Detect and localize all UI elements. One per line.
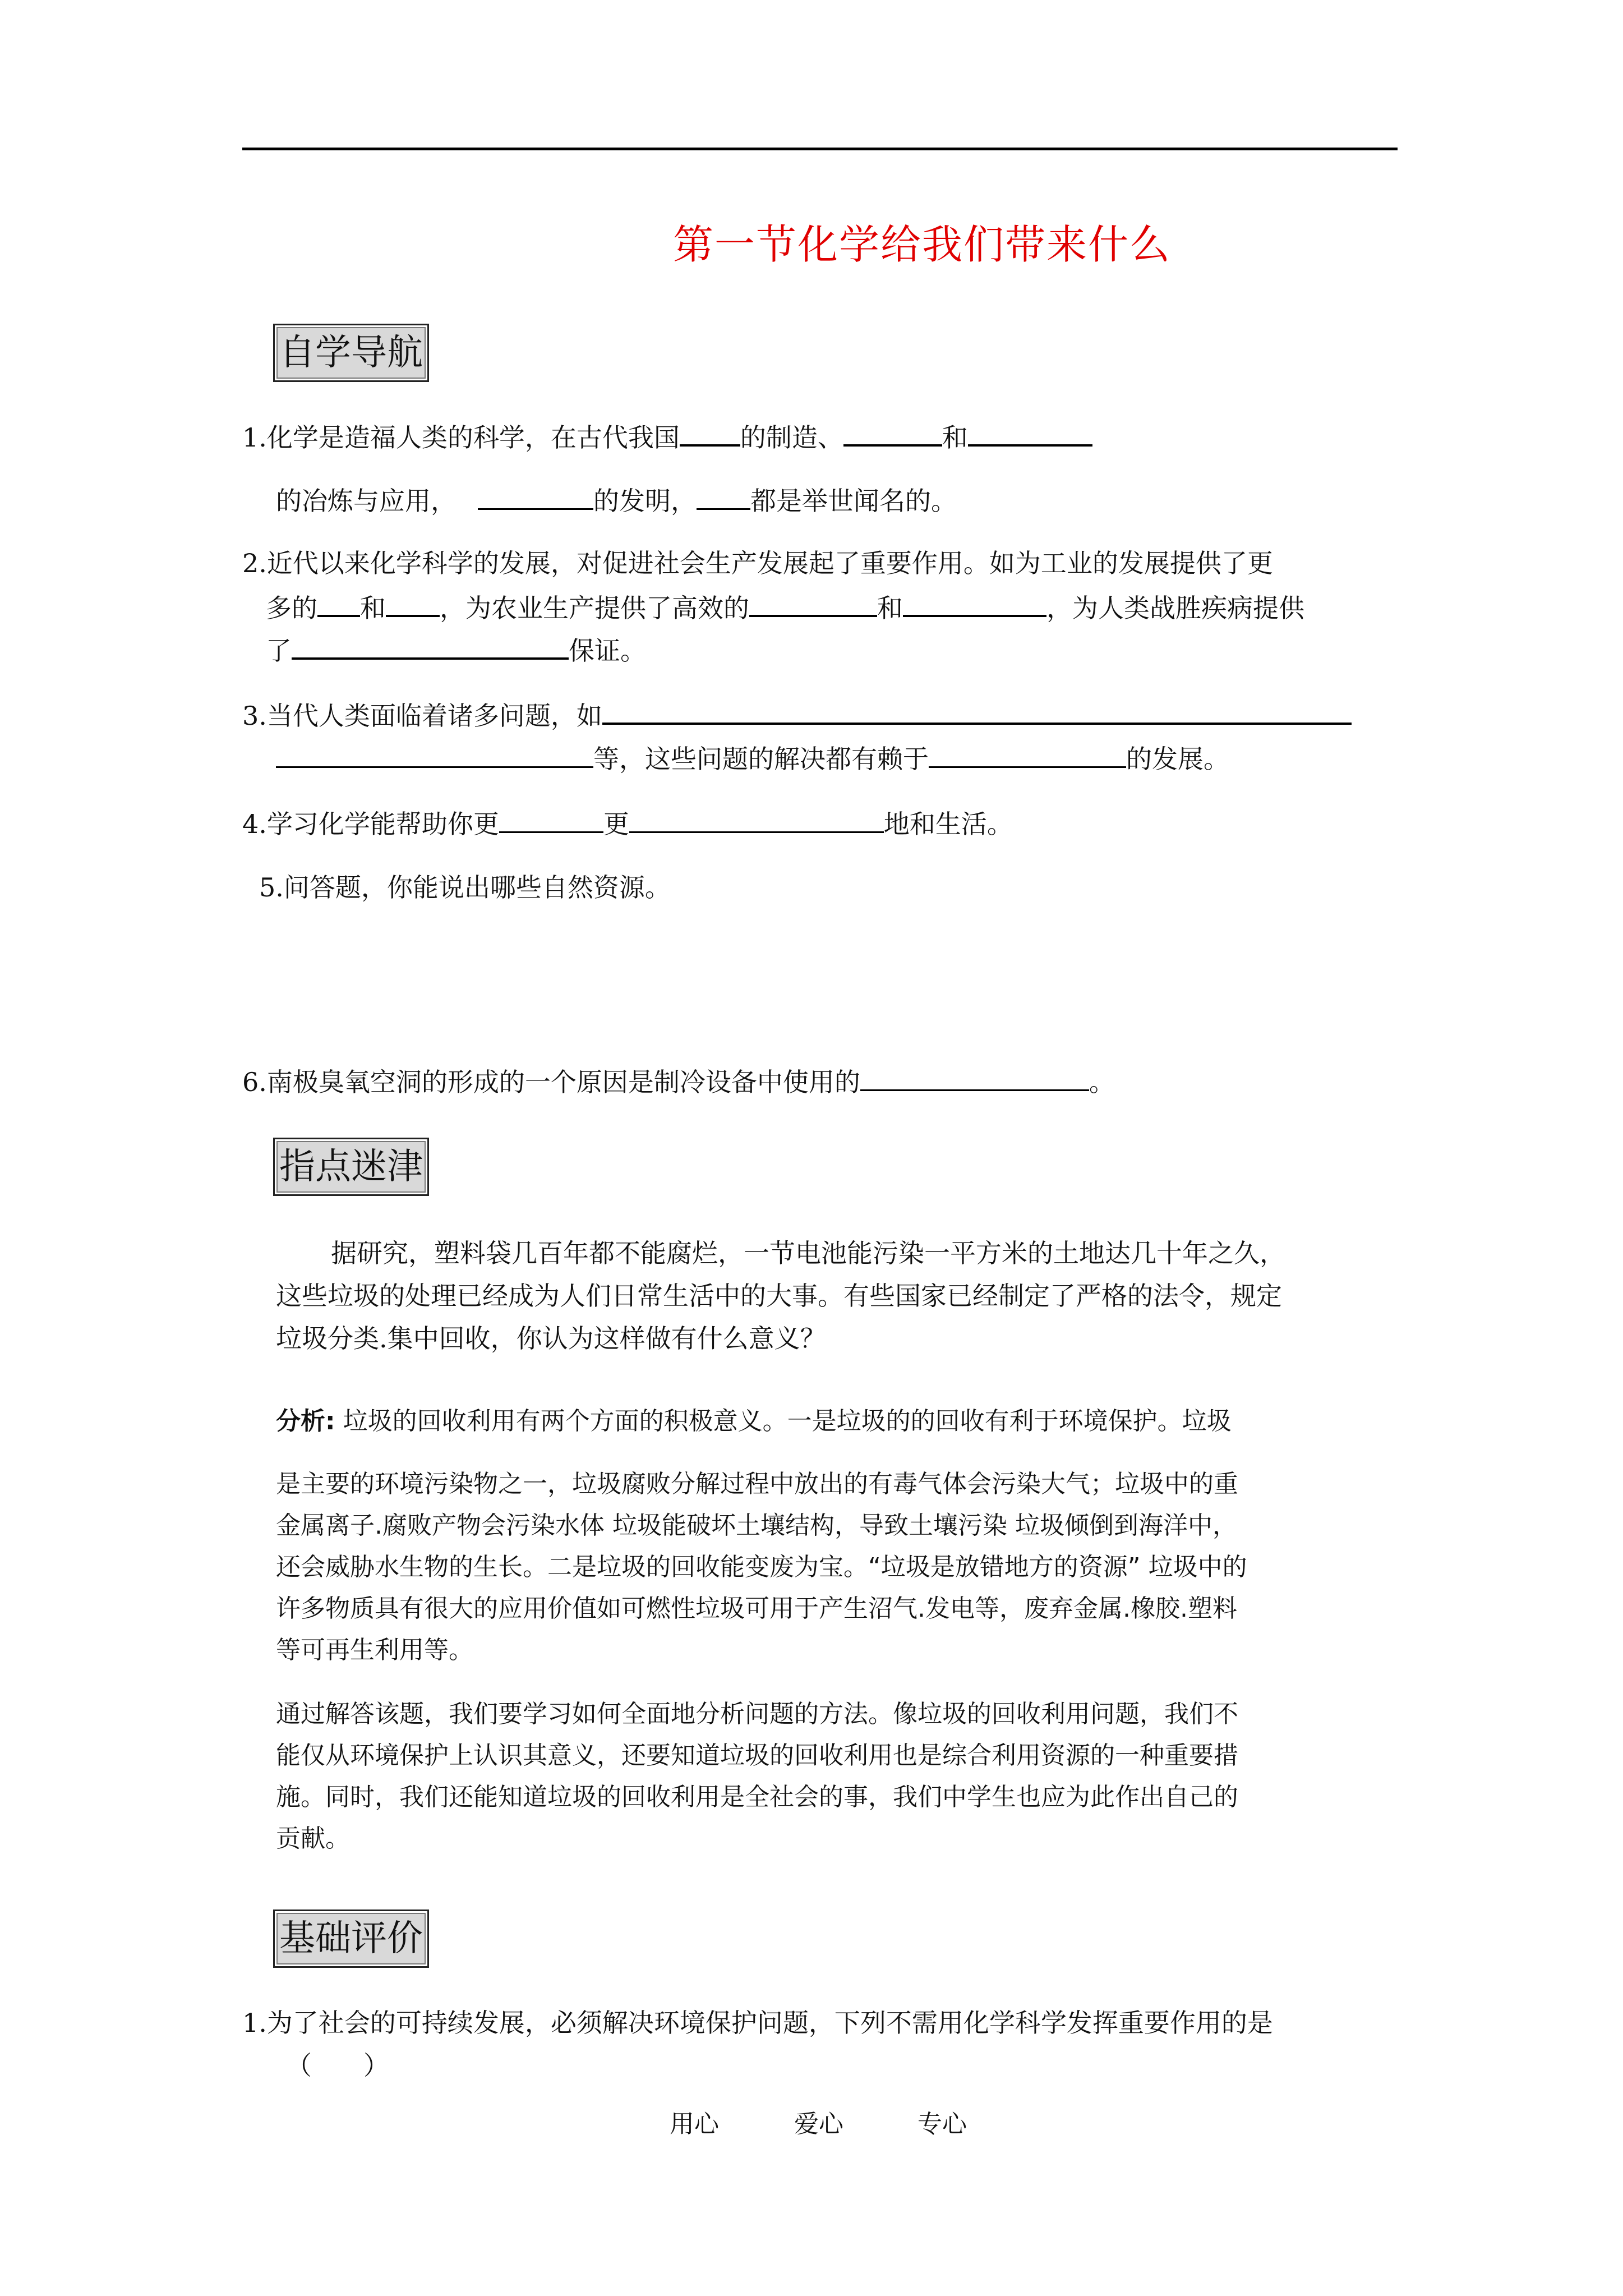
blank-field[interactable] — [602, 698, 1352, 725]
question-4-line — [242, 807, 1013, 840]
analysis-line-5: 许多物质具有很大的应用价值如可燃性垃圾可用于产生沼气.发电等，废弃金属.橡胶.塑料 — [276, 1594, 1237, 1623]
q6-text-b: 。 — [1089, 1067, 1115, 1097]
summary-line-1: 通过解答该题，我们要学习如何全面地分析问题的方法。像垃圾的回收利用问题，我们不 — [276, 1700, 1238, 1728]
q2-text-e: 和 — [877, 593, 903, 623]
section-heading-guidance: 指点迷津 — [273, 1138, 429, 1196]
q4-text-c: 地和生活。 — [883, 809, 1013, 839]
blank-field[interactable] — [929, 742, 1126, 768]
q1-text-c: 和 — [942, 422, 968, 453]
question-1-line-2 — [276, 484, 957, 517]
page-title: 第一节化学给我们带来什么 — [673, 221, 1172, 268]
blank-field[interactable] — [903, 590, 1046, 617]
analysis-text: 垃圾的回收利用有两个方面的积极意义。一是垃圾的的回收有利于环境保护。垃圾 — [343, 1407, 1232, 1435]
q3-text-a: 3.当代人类面临着诸多问题，如 — [242, 701, 602, 731]
q6-text-a: 6.南极臭氧空洞的形成的一个原因是制冷设备中使用的 — [242, 1067, 860, 1097]
analysis-line-4: 还会威胁水生物的生长。二是垃圾的回收能变废为宝。“垃圾是放错地方的资源” 垃圾中的 — [276, 1553, 1247, 1581]
section-heading-self-study: 自学导航 — [273, 324, 429, 382]
q4-text-a: 4.学习化学能帮助你更 — [242, 809, 499, 839]
footer-text-1: 用心 — [670, 2110, 719, 2138]
analysis-line-3: 金属离子.腐败产物会污染水体 垃圾能破坏土壤结构，导致土壤污染 垃圾倾倒到海洋中， — [276, 1511, 1237, 1540]
summary-line-2: 能仅从环境保护上认识其意义，还要知道垃圾的回收利用也是综合利用资源的一种重要措 — [276, 1741, 1238, 1770]
q4-text-b: 更 — [603, 809, 629, 839]
analysis-line-2: 是主要的环境污染物之一，垃圾腐败分解过程中放出的有毒气体会污染大气；垃圾中的重 — [276, 1470, 1238, 1498]
guide-paragraph-line-3: 垃圾分类.集中回收，你认为这样做有什么意义？ — [276, 1323, 826, 1354]
q2-text-g: 了 — [266, 636, 292, 666]
blank-field[interactable] — [680, 420, 740, 447]
evaluation-question-1-answer-bracket: （ ） — [286, 2050, 389, 2081]
guide-paragraph-line-2: 这些垃圾的处理已经成为人们日常生活中的大事。有些国家已经制定了严格的法令，规定 — [276, 1281, 1282, 1311]
guide-paragraph-line-1: 据研究，塑料袋几百年都不能腐烂，一节电池能污染一平方米的土地达几十年之久， — [331, 1238, 1285, 1268]
question-2-line-3 — [266, 633, 646, 666]
footer-text-2: 爱心 — [794, 2110, 843, 2138]
q2-text-c: 和 — [360, 593, 386, 623]
analysis-line-6: 等可再生利用等。 — [276, 1636, 473, 1664]
header-rule — [242, 148, 1398, 150]
q3-text-b: 等，这些问题的解决都有赖于 — [593, 744, 929, 774]
q1-text-b: 的制造、 — [740, 422, 843, 453]
q1-text-e: 的发明， — [593, 486, 697, 516]
blank-field[interactable] — [386, 590, 440, 617]
blank-field[interactable] — [499, 807, 603, 833]
q2-text-h: 保证。 — [569, 636, 646, 666]
footer-text-3: 专心 — [917, 2110, 967, 2138]
blank-field[interactable] — [629, 807, 884, 833]
question-2-line-1: 2.近代以来化学科学的发展，对促进社会生产发展起了重要作用。如为工业的发展提供了更 — [242, 548, 1273, 578]
section-heading-basic-evaluation: 基础评价 — [273, 1910, 429, 1968]
q1-text-d: 的冶炼与应用， — [276, 486, 457, 516]
blank-field[interactable] — [478, 484, 593, 510]
q2-text-d: ，为农业生产提供了高效的 — [440, 593, 749, 623]
evaluation-question-1-line-1: 1.为了社会的可持续发展，必须解决环境保护问题，下列不需用化学科学发挥重要作用的是 — [242, 2008, 1273, 2038]
blank-field[interactable] — [276, 742, 593, 768]
q1-text-f: 都是举世闻名的。 — [750, 486, 957, 516]
blank-field[interactable] — [860, 1065, 1089, 1091]
blank-field[interactable] — [749, 590, 877, 617]
blank-field[interactable] — [317, 590, 360, 617]
q2-text-f: ，为人类战胜疾病提供 — [1046, 593, 1304, 623]
blank-field[interactable] — [968, 420, 1092, 447]
q2-text-b: 多的 — [266, 593, 317, 623]
question-5-line: 5.问答题，你能说出哪些自然资源。 — [259, 872, 671, 903]
analysis-line-1 — [276, 1406, 1232, 1437]
blank-field[interactable] — [292, 633, 569, 660]
question-3-line-2 — [276, 742, 1229, 775]
q1-text-a: 1.化学是造福人类的科学，在古代我国 — [242, 422, 680, 453]
blank-field[interactable] — [843, 420, 942, 447]
blank-field[interactable] — [697, 484, 750, 510]
question-2-line-2 — [266, 590, 1304, 624]
q3-text-c: 的发展。 — [1126, 744, 1229, 774]
question-1-line-1 — [242, 420, 1092, 453]
question-3-line-1 — [242, 698, 1352, 731]
analysis-label: 分析: — [276, 1407, 335, 1435]
summary-line-4: 贡献。 — [276, 1824, 350, 1853]
summary-line-3: 施。同时，我们还能知道垃圾的回收利用是全社会的事，我们中学生也应为此作出自己的 — [276, 1783, 1238, 1811]
question-6-line — [242, 1065, 1115, 1098]
